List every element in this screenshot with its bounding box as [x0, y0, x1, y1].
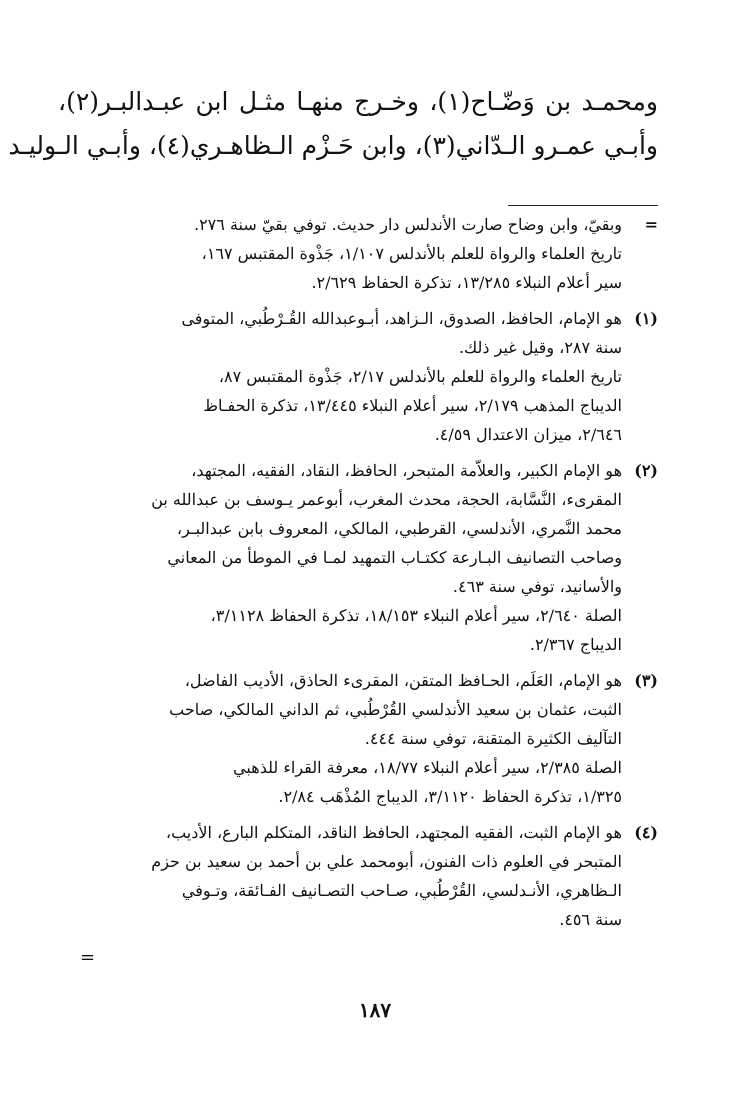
footnote-line: سير أعلام النبلاء ١٣/٢٨٥، تذكرة الحفاظ ٢/٦٢٩. [311, 273, 622, 292]
footnote-line: هو الإمام الثبت، الفقيه المجتهد، الحافظ الناقد، المتكلم البارع، الأديب، [165, 823, 622, 842]
main-text [8, 80, 658, 168]
footnote-line: هو الإمام، الحافظ، الصدوق، الـزاهد، أبـوعبدالله القُـرْطُبي، المتوفى [181, 309, 622, 328]
footnote-marker: (٤) [634, 823, 658, 842]
footnote-line: المقرىء، النَّسَّابة، الحجة، محدث المغرب، أبوعمر يـوسف بن عبدالله بن [151, 490, 622, 509]
footnote-line: المتبحر في العلوم ذات الفنون، أبومحمد علي بن أحمد بن سعيد بن حزم [151, 852, 622, 871]
footnote-continued [50, 210, 658, 297]
footnote-marker: (١) [634, 309, 658, 328]
footnote-marker: = [644, 215, 658, 234]
footnote-continuation-marker: = [80, 947, 96, 968]
footnote-separator [508, 205, 658, 206]
footnote-line: سنة ٤٥٦. [559, 910, 622, 929]
footnote-3 [50, 666, 658, 811]
footnote-line: هو الإمام، العَلَم، الحـافظ المتقن، المقرىء الحاذق، الأديب الفاضل، [184, 671, 622, 690]
footnote-sources-line: الديباج المذهب ٢/١٧٩، سير أعلام النبلاء ١٣/٤٤٥، تذكرة الحفـاظ [203, 396, 622, 415]
footnote-line: محمد النَّمري، الأندلسي، القرطبي، المالكي، المعروف بابن عبدالبـر، [176, 519, 622, 538]
footnote-sources-line: ١/٣٢٥، تذكرة الحفاظ ٣/١١٢٠، الديباج المُذْهَب ٢/٨٤. [278, 787, 622, 806]
main-text-line: ومحمـد بن وَضّـاح(١)، وخـرج منهـا مثـل ابن عبـدالبـر(٢)، [58, 87, 658, 116]
footnote-4 [50, 818, 658, 934]
footnote-line: هو الإمام الكبير، والعلاّمة المتبحر، الحافظ، النقاد، الفقيه، المجتهد، [191, 461, 622, 480]
footnote-line: تاريخ العلماء والرواة للعلم بالأندلس ١/١٠٧، جَذْوة المقتبس ١٦٧، [201, 244, 622, 263]
footnote-2 [50, 456, 658, 659]
footnote-marker: (٢) [634, 461, 658, 480]
footnote-line: الثبت، عثمان بن سعيد الأندلسي القُرْطُبي، ثم الداني المالكي، صاحب [169, 700, 622, 719]
footnote-line: والأسانيد، توفي سنة ٤٦٣. [452, 577, 622, 596]
footnote-marker: (٣) [634, 671, 658, 690]
footnote-line: وبقيّ، وابن وضاح صارت الأندلس دار حديث. توفي بقيّ سنة ٢٧٦. [193, 215, 622, 234]
footnote-line: الـظاهري، الأنـدلسي، القُرْطُبي، صـاحب التصـانيف الفـائقة، وتـوفي [181, 881, 622, 900]
footnote-sources-line: الديباج ٢/٣٦٧. [529, 635, 622, 654]
footnotes [50, 210, 658, 941]
main-text-line: وأبـي عمـرو الـدّاني(٣)، وابن حَـزْم الـظاهـري(٤)، وأبـي الـوليـد [8, 131, 658, 160]
footnote-line: سنة ٢٨٧، وقيل غير ذلك. [458, 338, 622, 357]
footnote-line: وصاحب التصانيف البـارعة ككتـاب التمهيد لمـا في الموطأ من المعاني [167, 548, 622, 567]
footnote-sources-line: الصلة ٢/٣٨٥، سير أعلام النبلاء ١٨/٧٧، معرفة القراء للذهبي [233, 758, 622, 777]
footnote-sources-line: ٢/٦٤٦، ميزان الاعتدال ٤/٥٩. [434, 425, 622, 444]
footnote-1 [50, 304, 658, 449]
footnote-sources-line: الصلة ٢/٦٤٠، سير أعلام النبلاء ١٨/١٥٣، تذكرة الحفاظ ٣/١١٢٨، [210, 606, 622, 625]
footnote-sources-line: تاريخ العلماء والرواة للعلم بالأندلس ٢/١٧، جَذْوة المقتبس ٨٧، [218, 367, 622, 386]
page-number: ١٨٧ [358, 998, 392, 1022]
footnote-line: التآليف الكثيرة المتقنة، توفي سنة ٤٤٤. [364, 729, 622, 748]
